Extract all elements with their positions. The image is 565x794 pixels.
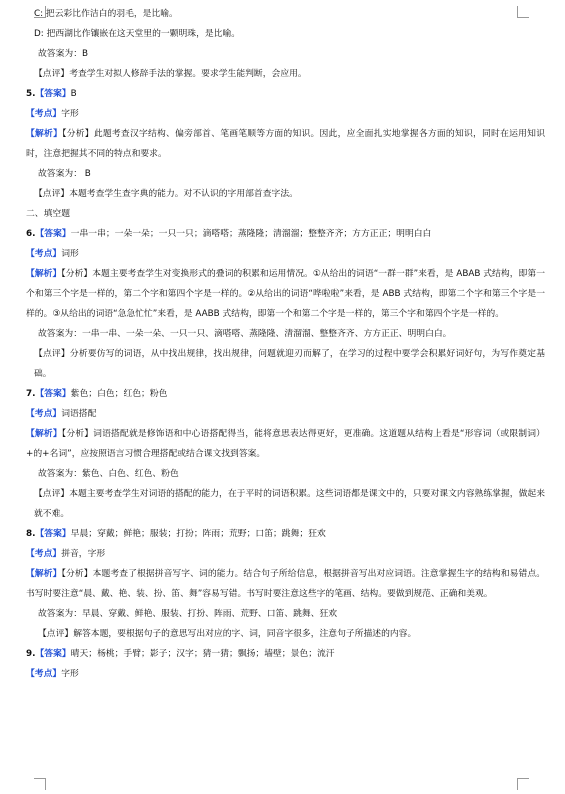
- comment: [26, 64, 545, 84]
- crop-mark-bottom-right: [517, 778, 529, 790]
- topic: [26, 404, 545, 424]
- label-tag: 【答案】: [35, 89, 71, 99]
- text-segment: 词语搭配: [61, 409, 97, 419]
- section-title: [26, 204, 545, 224]
- text-segment: B: [70, 89, 77, 99]
- answer-line: [26, 324, 545, 344]
- text-segment: 字形: [61, 669, 79, 679]
- comment: [26, 184, 545, 204]
- text-segment: 【点评】解答本题，要根据句子的意思写出对应的字、词，同音字很多，注意句子所描述的内容。: [38, 629, 417, 639]
- text-segment: 晴天；杨桃；手臂；影子；汉字；猜一猜；飘扬；墙壁；景色；流汗: [70, 649, 335, 659]
- text-segment: 【分析】本题考查了根据拼音写字、词的能力。结合句子所给信息，根据拼音写出对应词语。注意掌握生字的结构和易错点。书写时要注意“晨、戴、艳、装、扮、笛、舞”容易写错。书写时要注意这些字的笔画、结构。要做到规范、正确和美观。: [26, 569, 545, 599]
- analysis: [26, 564, 545, 604]
- text-segment: 故答案为： B: [38, 169, 91, 179]
- topic: [26, 244, 545, 264]
- label-tag: 【答案】: [35, 649, 71, 659]
- analysis: [26, 424, 545, 464]
- answer-header: [26, 84, 545, 104]
- answer-line: [26, 604, 545, 624]
- comment: [26, 624, 545, 644]
- text-segment: C: 把云彩比作洁白的羽毛，是比喻。: [34, 9, 178, 19]
- text-segment: 【分析】词语搭配就是修饰语和中心语搭配得当，能将意思表达得更好，更准确。这道题从结构上看是“形容词（或限制词）+的+名词”，应按照语言习惯合理搭配或结合课文找到答案。: [26, 429, 545, 459]
- label-tag: 【解析】: [26, 129, 63, 139]
- answer-line: [26, 44, 545, 64]
- topic: [26, 664, 545, 684]
- answer-line: [26, 464, 545, 484]
- question-number: 5.: [26, 89, 36, 99]
- text-segment: 故答案为：早晨、穿戴、鲜艳、服装、打扮、阵雨、荒野、口笛、跳舞、狂欢: [38, 609, 338, 619]
- text-segment: 紫色；白色；红色；粉色: [70, 389, 168, 399]
- question-number: 8.: [26, 529, 36, 539]
- label-tag: 【解析】: [26, 569, 62, 579]
- text-segment: 【点评】本题考查学生查字典的能力。对不认识的字用部首查字法。: [34, 189, 298, 199]
- text-segment: 故答案为：B: [38, 49, 89, 59]
- topic: [26, 544, 545, 564]
- comment: [26, 344, 545, 384]
- label-tag: 【考点】: [26, 249, 62, 259]
- answer-line: [26, 164, 545, 184]
- label-tag: 【解析】: [26, 429, 62, 439]
- text-segment: 词形: [61, 249, 79, 259]
- text-segment: 【分析】本题主要考查学生对变换形式的叠词的积累和运用情况。①从给出的词语“一群一群”来看，是 ABAB 式结构，即第一个和第三个字是一样的，第二个字和第四个字是一样的。②从给出的词语“哗啦啦”来看，是 ABB 式结构，即第二个字和第三个字是一样的。③从给出的词语“急急忙忙”来看，是 AABB 式结构，即第一个和第二个字是一样的，第三个字和第四个字是一样的。: [26, 269, 545, 319]
- option-c: [26, 4, 545, 24]
- text-segment: 【点评】考查学生对拟人修辞手法的掌握。要求学生能判断，会应用。: [34, 69, 307, 79]
- label-tag: 【考点】: [26, 109, 62, 119]
- answer-header: [26, 224, 545, 244]
- topic: [26, 104, 545, 124]
- label-tag: 【考点】: [26, 549, 62, 559]
- crop-mark-bottom-left: [34, 778, 46, 790]
- text-segment: 【点评】分析要仿写的词语，从中找出规律，找出规律，问题就迎刃而解了，在学习的过程中要学会积累好词好句，为写作奠定基础。: [34, 349, 545, 379]
- question-number: 7.: [26, 389, 36, 399]
- question-number: 6.: [26, 229, 36, 239]
- analysis: [26, 264, 545, 324]
- text-segment: 故答案为：紫色、白色、红色、粉色: [38, 469, 179, 479]
- text-segment: 二、填空题: [26, 209, 70, 219]
- text-segment: 拼音，字形: [61, 549, 106, 559]
- label-tag: 【答案】: [35, 229, 71, 239]
- text-segment: 故答案为：一串一串、一朵一朵、一只一只、滴嗒嗒、蒸隆隆、清溜溜、整整齐齐、方方正正、明明白白。: [38, 329, 452, 339]
- text-segment: 【点评】本题主要考查学生对词语的搭配的能力，在于平时的词语积累。这些词语都是课文中的，只要对课文内容熟练掌握，做起来就不难。: [34, 489, 545, 519]
- text-segment: 一串一串；一朵一朵；一只一只；滴嗒嗒；蒸隆隆；清溜溜；整整齐齐；方方正正；明明白白: [70, 229, 432, 239]
- answer-header: [26, 524, 545, 544]
- comment: [26, 484, 545, 524]
- text-segment: D: 把西湖比作镶嵌在这天堂里的一颗明珠，是比喻。: [34, 29, 241, 39]
- question-number: 9.: [26, 649, 36, 659]
- label-tag: 【考点】: [26, 669, 62, 679]
- answer-header: [26, 644, 545, 664]
- label-tag: 【解析】: [26, 269, 62, 279]
- label-tag: 【考点】: [26, 409, 62, 419]
- analysis: [26, 124, 545, 164]
- answer-header: [26, 384, 545, 404]
- option-d: [26, 24, 545, 44]
- text-segment: 【分析】此题考查汉字结构、偏旁部首、笔画笔顺等方面的知识。因此，应全面扎实地掌握各方面的知识，同时在运用知识时，注意把握其不同的特点和要求。: [26, 129, 545, 159]
- label-tag: 【答案】: [35, 529, 71, 539]
- document-body: [26, 4, 545, 684]
- label-tag: 【答案】: [35, 389, 71, 399]
- text-segment: 字形: [61, 109, 79, 119]
- text-segment: 早晨；穿戴；鲜艳；服装；打扮；阵雨；荒野；口笛；跳舞；狂欢: [70, 529, 326, 539]
